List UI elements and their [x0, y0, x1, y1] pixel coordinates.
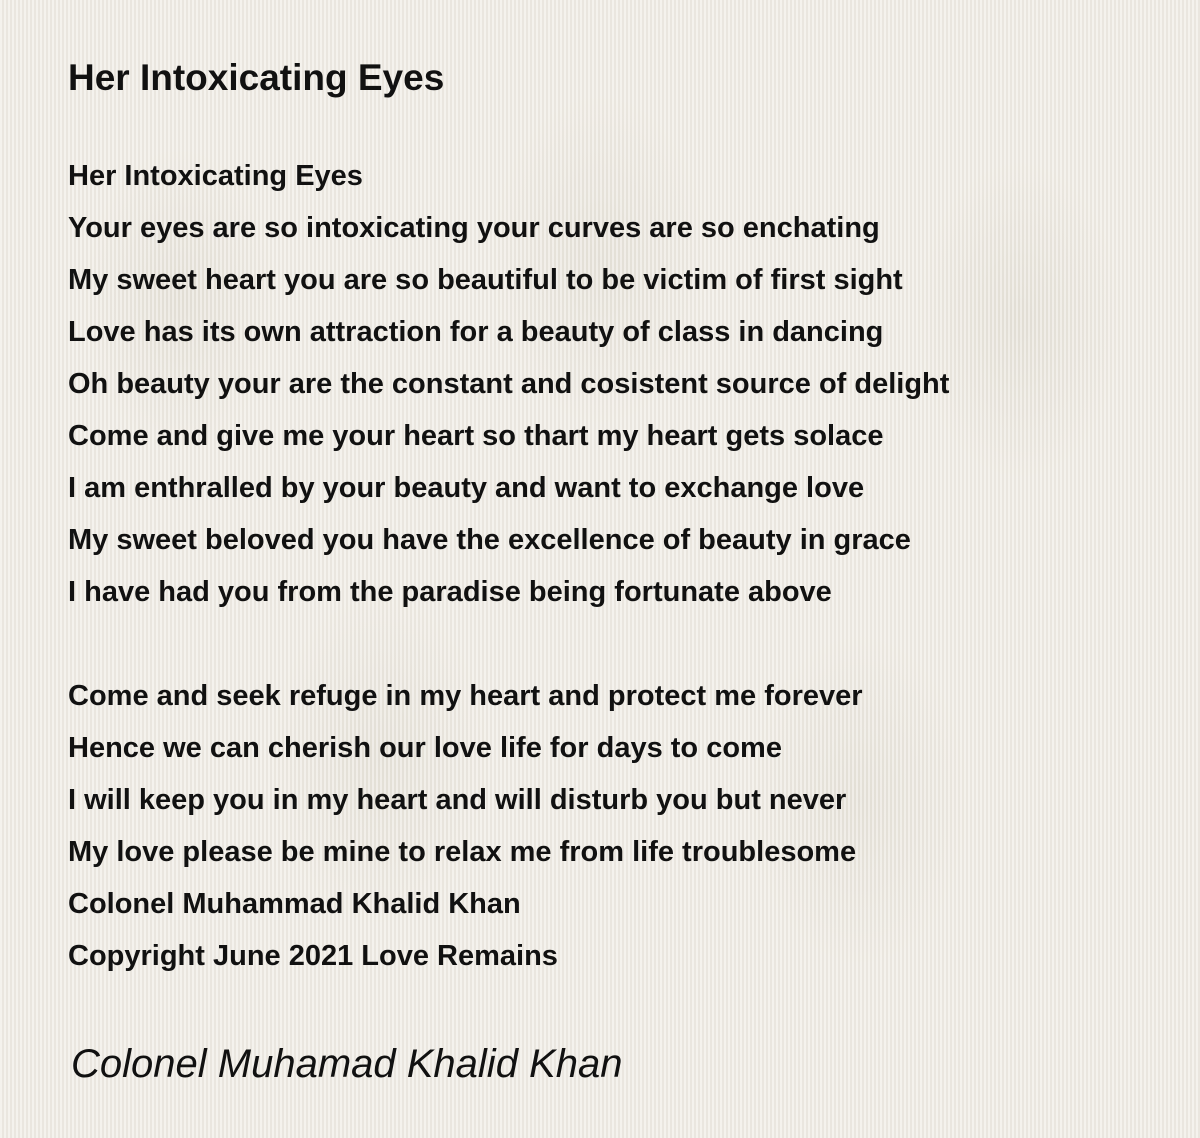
- poem-title: Her Intoxicating Eyes: [68, 57, 445, 98]
- poem-line: Come and seek refuge in my heart and protect me forever: [68, 680, 863, 712]
- poem-line: I am enthralled by your beauty and want to exchange love: [68, 472, 865, 504]
- poem-line: Love has its own attraction for a beauty of class in dancing: [68, 316, 884, 348]
- author-signature: Colonel Muhamad Khalid Khan: [71, 1042, 623, 1086]
- poem-line: My sweet beloved you have the excellence of beauty in grace: [68, 524, 911, 556]
- poem-author-line: Colonel Muhammad Khalid Khan: [68, 888, 521, 920]
- poem-line: I have had you from the paradise being fortunate above: [68, 576, 832, 608]
- poem-line: Your eyes are so intoxicating your curves are so enchating: [68, 212, 880, 244]
- stanza-break: [68, 618, 949, 670]
- poem-line: I will keep you in my heart and will disturb you but never: [68, 784, 847, 816]
- poem-line: Her Intoxicating Eyes: [68, 160, 363, 192]
- poem-body: [68, 150, 949, 982]
- poem-line: My love please be mine to relax me from life troublesome: [68, 836, 857, 868]
- poem-copyright-line: Copyright June 2021 Love Remains: [68, 940, 558, 972]
- poem-line: Come and give me your heart so thart my heart gets solace: [68, 420, 884, 452]
- poem-line: Hence we can cherish our love life for days to come: [68, 732, 782, 764]
- poem-line: Oh beauty your are the constant and cosistent source of delight: [68, 368, 950, 400]
- poem-line: My sweet heart you are so beautiful to be victim of first sight: [68, 264, 903, 296]
